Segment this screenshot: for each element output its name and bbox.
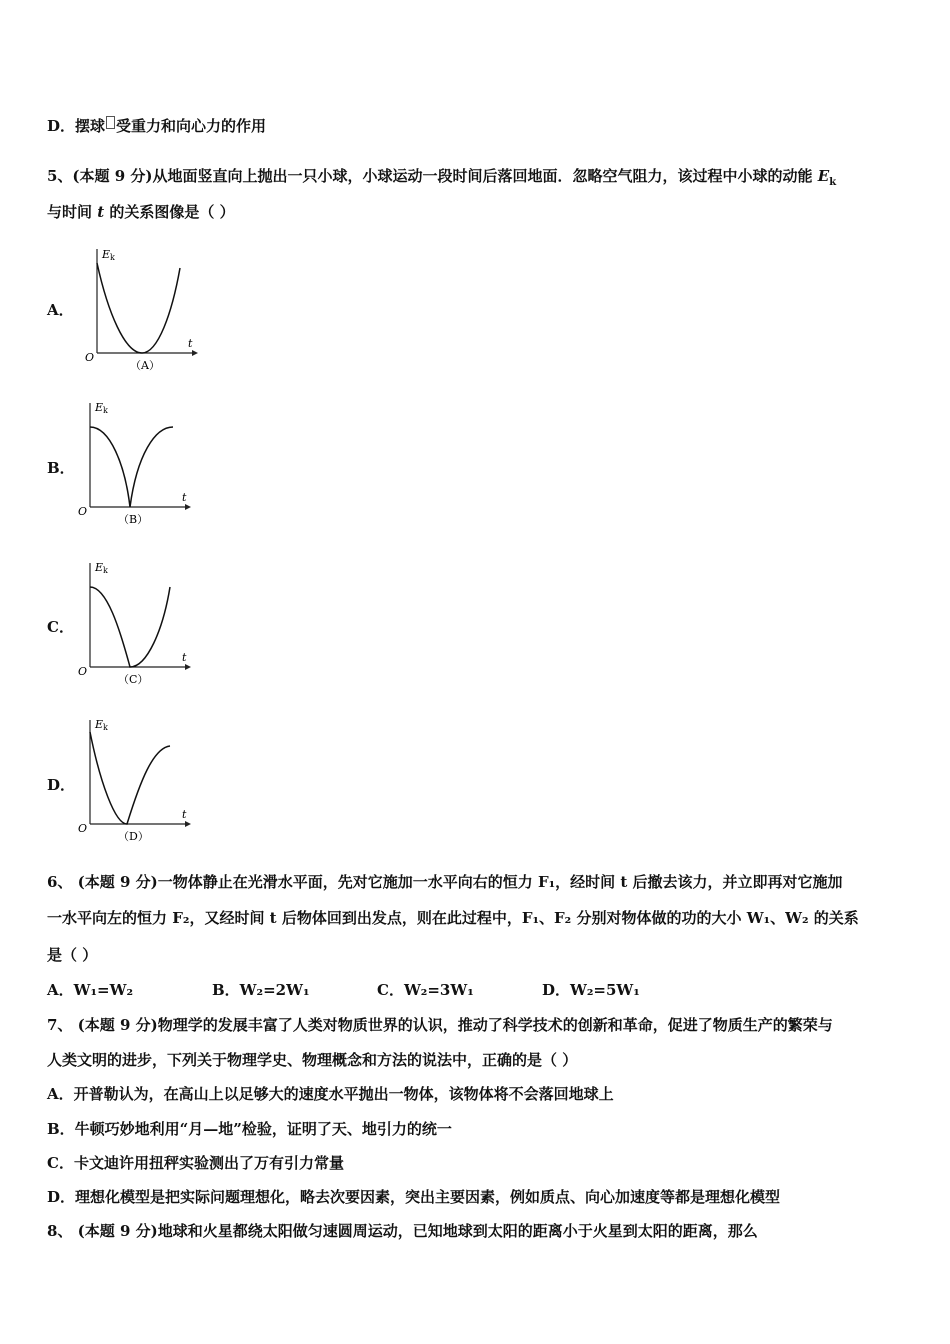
q5-option-a-label[interactable]: A． [47,301,74,319]
origin-label: O [78,505,88,518]
origin-label: O [85,351,95,364]
ek-curve [90,427,173,507]
x-axis-label: t [182,651,187,664]
q5-stem-line2-suffix: 的关系图像是（ ） [104,203,235,221]
q4-option-d-prefix: D．摆球 [47,117,106,135]
graph-caption: （C） [118,673,149,686]
q5-graph-b[interactable] [75,395,200,530]
q6-stem-line2: 一水平向左的恒力 F₂，又经时间 t 后物体回到出发点，则在此过程中，F₁、F₂ 分别对物体做的功的大小 W₁、W₂ 的关系 [47,909,859,927]
y-axis-label: Ek [95,561,108,575]
q7-option-d[interactable]: D．理想化模型是把实际问题理想化，略去次要因素，突出主要因素，例如质点、向心加速度等都是理想化模型 [47,1188,781,1206]
q5-option-c-label[interactable]: C． [47,618,74,636]
q5-t-symbol: t [97,203,105,221]
q6-choice-c[interactable]: C．W₂=3W₁ [377,981,474,999]
missing-glyph-icon [106,116,115,129]
q5-stem-line2-prefix: 与时间 [47,203,98,221]
q4-option-d-suffix: 受重力和向心力的作用 [116,117,267,135]
q6-stem-line3: 是（ ） [47,946,98,964]
x-axis-arrow-icon [185,821,191,827]
x-axis-label: t [182,808,187,821]
x-axis-label: t [188,337,193,350]
ek-curve [90,732,170,824]
graph-caption: （D） [118,830,149,843]
q7-stem-line1: 7、 (本题 9 分)物理学的发展丰富了人类对物质世界的认识，推动了科学技术的创新和革命，促进了物质生产的繁荣与 [47,1016,833,1034]
q5-graph-c[interactable] [75,555,200,690]
ek-curve [90,587,170,667]
q6-choice-d[interactable]: D．W₂=5W₁ [542,981,640,999]
graph-caption: （A） [130,359,160,372]
q5-stem-line2 [47,202,235,222]
graph-caption: （B） [118,513,149,526]
origin-label: O [78,665,88,678]
ek-curve [97,263,180,353]
x-axis-arrow-icon [192,350,198,356]
q7-option-b[interactable]: B．牛顿巧妙地利用“月—地”检验，证明了天、地引力的统一 [47,1120,452,1138]
q5-stem-text: 5、(本题 9 分)从地面竖直向上抛出一只小球，小球运动一段时间后落回地面．忽略空气阻力，该过程中小球的动能 [47,167,818,185]
y-axis-label: Ek [95,718,108,732]
x-axis-arrow-icon [185,664,191,670]
q7-stem-line2: 人类文明的进步，下列关于物理学史、物理概念和方法的说法中，正确的是（ ） [47,1051,578,1069]
q5-graph-d[interactable] [75,712,200,847]
q4-option-d [47,116,266,136]
q6-choice-a[interactable]: A．W₁=W₂ [47,981,134,999]
q6-stem-line1: 6、 (本题 9 分)一物体静止在光滑水平面，先对它施加一水平向右的恒力 F₁，经时间 t 后撤去该力，并立即再对它施加 [47,873,843,891]
q5-ek-sub: k [829,177,837,188]
q8-stem-line1: 8、 (本题 9 分)地球和火星都绕太阳做匀速圆周运动，已知地球到太阳的距离小于火星到太阳的距离，那么 [47,1222,758,1240]
x-axis-arrow-icon [185,504,191,510]
origin-label: O [78,822,88,835]
q5-option-d-label[interactable]: D． [47,776,76,794]
x-axis-label: t [182,491,187,504]
q5-option-b-label[interactable]: B． [47,459,75,477]
q5-stem-line1 [47,166,836,193]
q7-option-a[interactable]: A．开普勒认为，在高山上以足够大的速度水平抛出一物体，该物体将不会落回地球上 [47,1085,614,1103]
q6-choice-b[interactable]: B．W₂=2W₁ [212,981,310,999]
q7-option-c[interactable]: C．卡文迪许用扭秤实验测出了万有引力常量 [47,1154,344,1172]
q5-graph-a[interactable] [80,243,200,373]
y-axis-label: Ek [102,248,115,262]
q5-ek-symbol: E [817,167,830,185]
y-axis-label: Ek [95,401,108,415]
